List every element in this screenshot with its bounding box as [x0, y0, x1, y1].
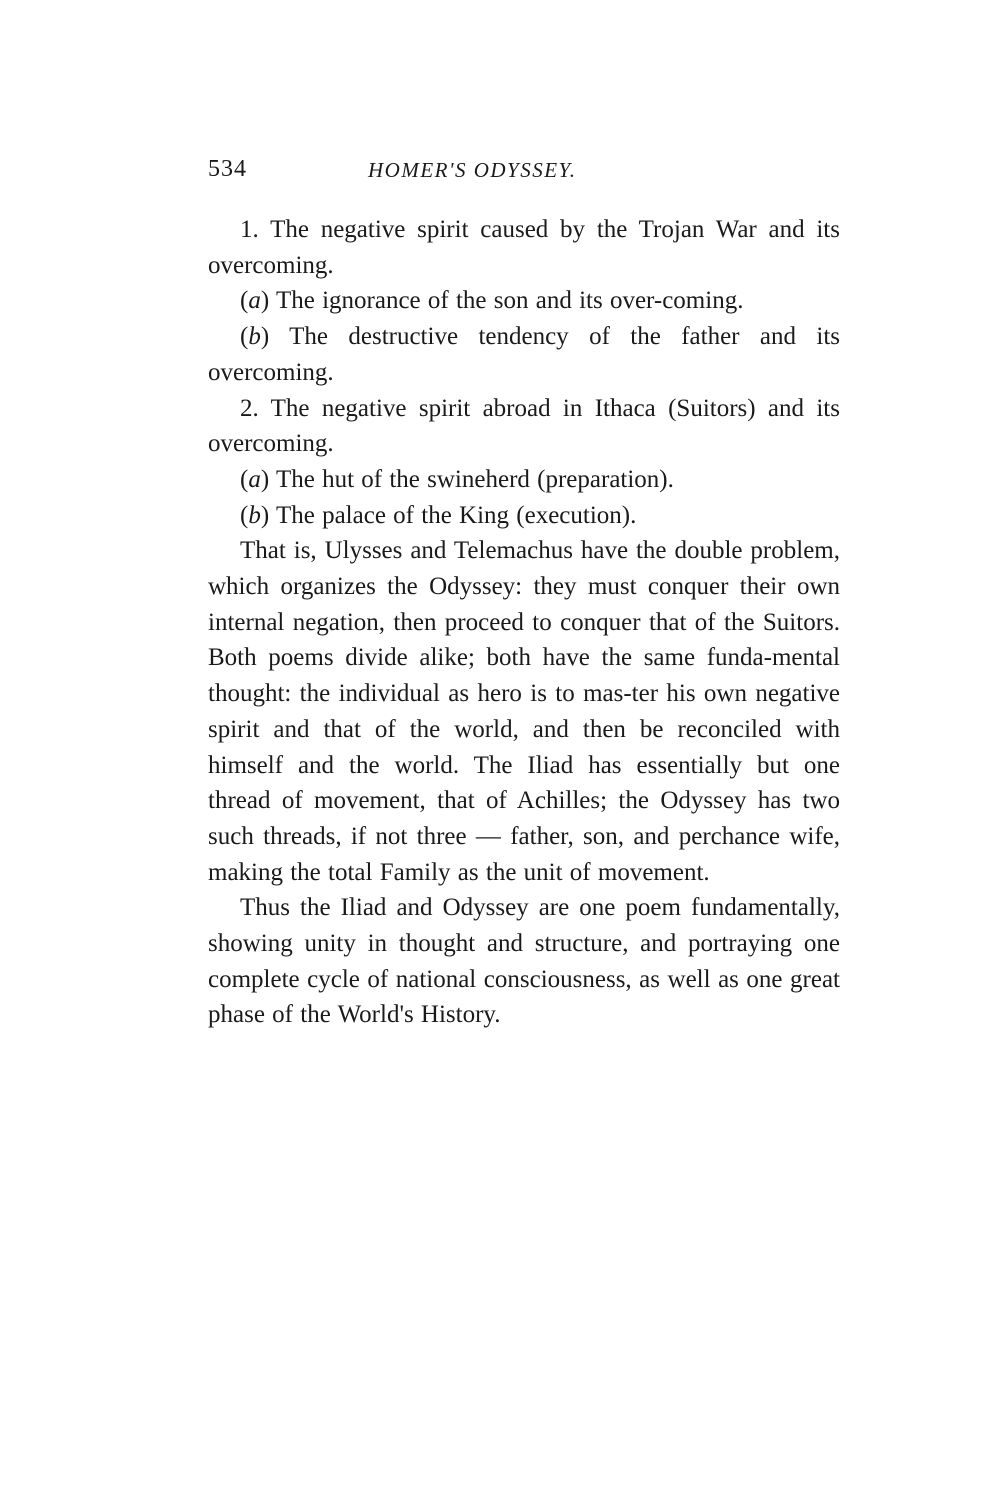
- outline-marker: 2.: [240, 394, 259, 422]
- outline-marker: 1.: [240, 216, 259, 243]
- outline-item-2b: [208, 498, 840, 534]
- outline-item-2: [208, 391, 840, 462]
- outline-text: The hut of the swineherd (preparation).: [275, 465, 674, 493]
- book-page: [208, 150, 840, 1033]
- running-head: [208, 150, 840, 190]
- outline-marker: (a): [240, 287, 270, 315]
- page-body: [208, 212, 840, 1033]
- outline-text: The ignorance of the son and its over-coming.: [275, 287, 744, 315]
- outline-item-1b: [208, 319, 840, 390]
- outline-item-1: [208, 212, 840, 283]
- outline-text: The destructive tendency of the father and its overcoming.: [208, 323, 840, 386]
- outline-text: The negative spirit caused by the Trojan War and its overcoming.: [208, 216, 840, 279]
- outline-marker: (a): [240, 465, 270, 493]
- page-number: 534: [208, 156, 247, 182]
- body-paragraph-2: Thus the Iliad and Odyssey are one poem fundamentally, showing unity in thought and structure, and portraying one complete cycle of national consciousness, as well as one great phase of the World's History.: [208, 894, 840, 1029]
- outline-text: The negative spirit abroad in Ithaca (Suitors) and its overcoming.: [208, 394, 840, 458]
- outline-marker: (b): [240, 323, 270, 351]
- outline-item-2a: [208, 462, 840, 498]
- outline-marker: (b): [240, 501, 270, 529]
- outline-item-1a: [208, 283, 840, 319]
- body-paragraph-1: That is, Ulysses and Telemachus have the double problem, which organizes the Odyssey: they must conquer their own internal negation, then proceed to conquer that of the Suitors. Both poems divide alike; both have the same funda-mental thought: the individual as hero is to mas-ter his own negative spirit and that of the world, and then be reconciled with himself and the world. The Iliad has essentially but one thread of movement, that of Achilles; the Odyssey has two such threads, if not three — father, son, and perchance wife, making the total Family as the unit of movement.: [208, 537, 840, 886]
- outline-text: The palace of the King (execution).: [275, 501, 637, 529]
- running-title: HOMER'S ODYSSEY.: [368, 158, 577, 182]
